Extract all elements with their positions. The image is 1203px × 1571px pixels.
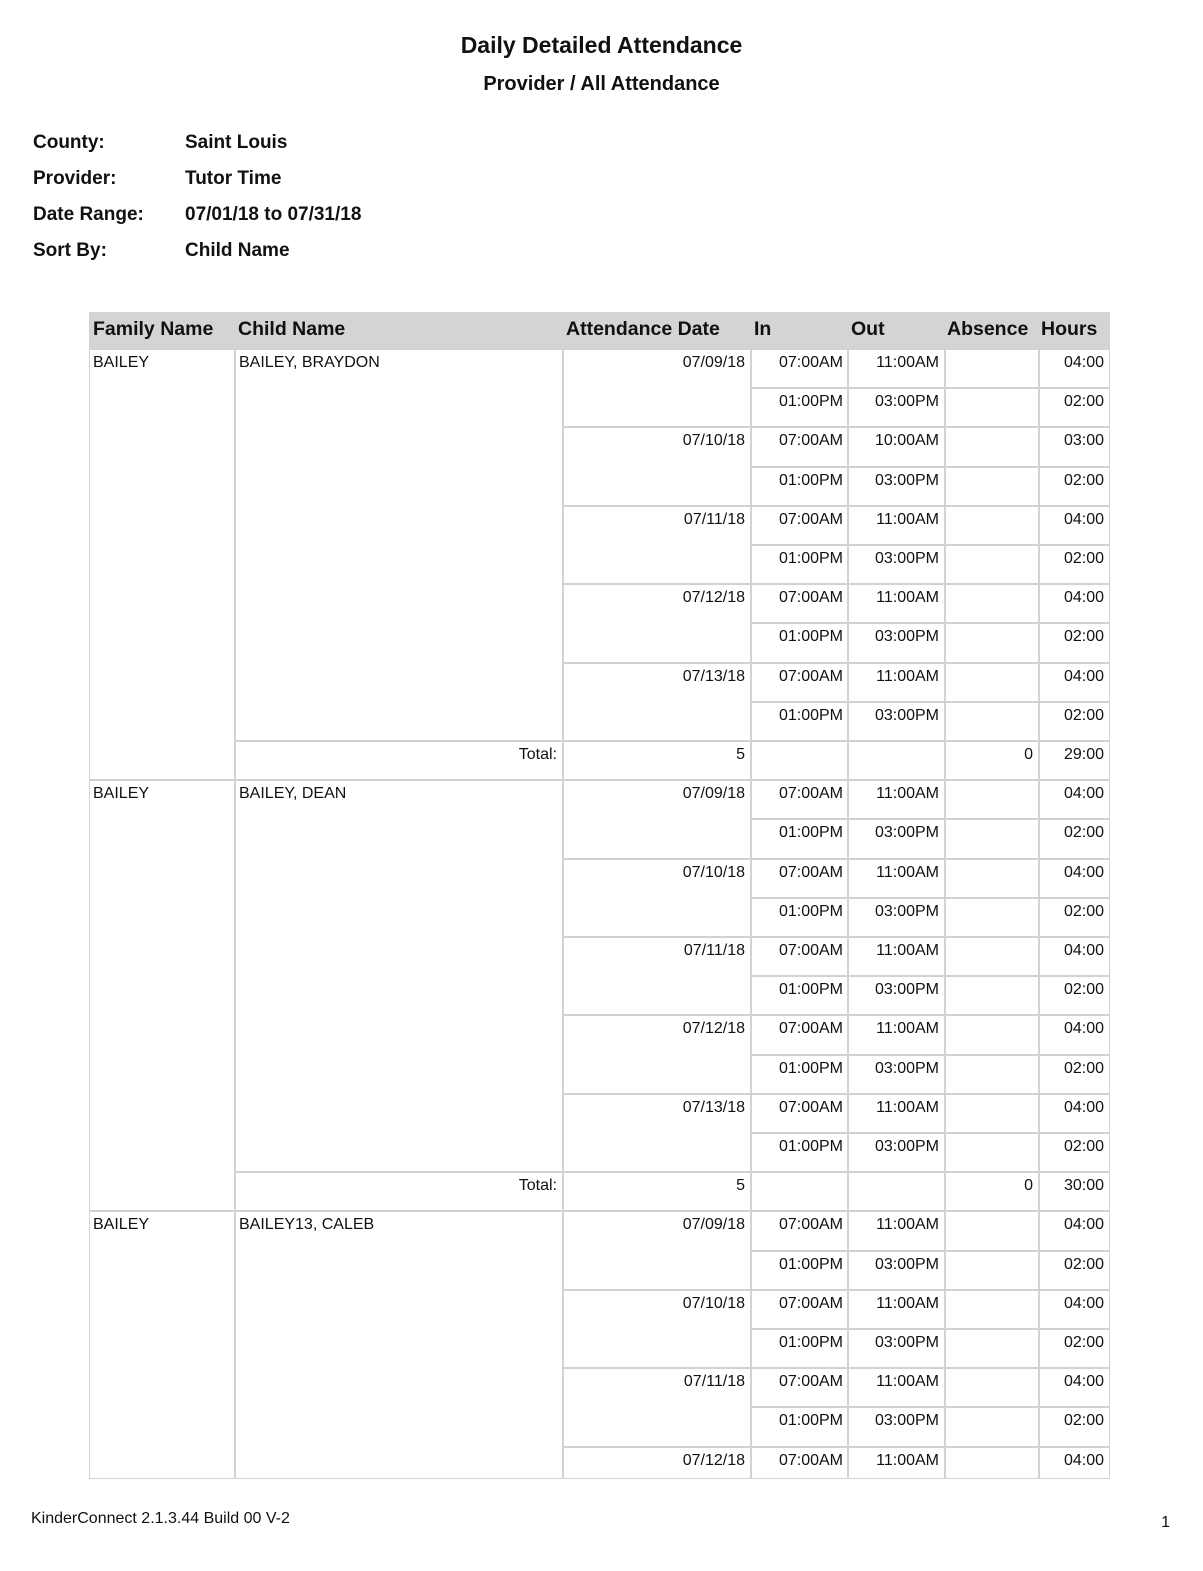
hours-value: 02:00 [1063,393,1104,411]
absence-cell [945,1094,1039,1133]
out-time: 03:00PM [874,393,939,411]
total-label: Total: [518,746,557,763]
out-time: 03:00PM [874,824,939,842]
attendance-date: 07/09/18 [682,1216,745,1234]
in-time: 01:00PM [778,1412,843,1430]
total-in-cell [751,1172,848,1211]
attendance-table [89,312,1110,1479]
in-time: 01:00PM [778,628,843,646]
hours-value: 04:00 [1063,1020,1104,1038]
in-time: 07:00AM [778,1216,843,1234]
hours-value: 04:00 [1063,1216,1104,1234]
hours-value: 04:00 [1063,942,1104,959]
hours-value: 04:00 [1063,589,1104,607]
in-time: 01:00PM [778,981,843,999]
child-name-cell [235,780,563,1172]
hours-value: 02:00 [1063,824,1104,842]
in-time: 07:00AM [778,942,843,959]
absence-cell [945,780,1039,819]
out-time: 11:00AM [876,863,939,881]
hours-value: 02:00 [1063,550,1104,567]
header-absence: Absence [947,318,1029,340]
attendance-date: 07/11/18 [683,510,745,528]
header-family-name: Family Name [93,318,214,340]
in-time: 07:00AM [778,1020,843,1038]
absence-cell [945,937,1039,976]
in-time: 01:00PM [778,1059,843,1077]
child-name: BAILEY13, CALEB [239,1216,375,1234]
out-time: 03:00PM [874,1334,939,1351]
out-time: 03:00PM [874,1138,939,1155]
hours-value: 02:00 [1063,1059,1104,1077]
attendance-date: 07/11/18 [683,1373,745,1391]
attendance-date: 07/13/18 [682,667,745,685]
total-out-cell [848,741,945,780]
in-time: 01:00PM [778,1334,843,1351]
hours-value: 04:00 [1063,667,1104,685]
total-absence: 0 [1024,1177,1033,1195]
absence-cell [945,1015,1039,1054]
total-absence: 0 [1024,746,1033,763]
meta-value: 07/01/18 to 07/31/18 [185,204,362,225]
child-name-cell [235,1211,563,1479]
out-time: 10:00AM [874,432,939,450]
attendance-date: 07/10/18 [682,863,745,881]
absence-cell [945,1055,1039,1094]
in-time: 01:00PM [778,550,843,567]
total-hours: 29:00 [1063,746,1104,763]
report-title: Daily Detailed Attendance [460,32,743,58]
out-time: 11:00AM [876,785,939,803]
attendance-date: 07/12/18 [682,1451,745,1469]
absence-cell [945,819,1039,858]
out-time: 11:00AM [876,1098,939,1116]
header-out: Out [851,318,885,340]
family-name: BAILEY [93,354,150,371]
total-in-cell [751,741,848,780]
absence-cell [945,388,1039,427]
child-name: BAILEY, BRAYDON [239,354,380,371]
total-out-cell [848,1172,945,1211]
hours-value: 04:00 [1063,1294,1104,1312]
out-time: 11:00AM [876,1294,939,1312]
absence-cell [945,427,1039,466]
in-time: 01:00PM [778,1138,843,1155]
out-time: 11:00AM [876,589,939,607]
meta-value: Saint Louis [185,132,288,153]
out-time: 11:00AM [876,1373,939,1391]
in-time: 01:00PM [778,1255,843,1273]
absence-cell [945,584,1039,623]
out-time: 03:00PM [874,471,939,489]
attendance-date: 07/10/18 [682,1294,745,1312]
absence-cell [945,976,1039,1015]
hours-value: 04:00 [1063,510,1104,528]
attendance-date: 07/12/18 [682,1020,745,1038]
meta-value: Child Name [185,240,290,261]
hours-value: 04:00 [1063,1451,1104,1469]
hours-value: 02:00 [1063,706,1104,724]
hours-value: 02:00 [1063,628,1104,646]
attendance-date: 07/09/18 [682,354,745,371]
attendance-date: 07/13/18 [682,1098,745,1116]
meta-label: County: [33,132,105,153]
absence-cell [945,1290,1039,1329]
absence-cell [945,859,1039,898]
in-time: 01:00PM [778,471,843,489]
family-name-cell [89,780,235,1211]
in-time: 01:00PM [778,706,843,724]
footer-version: KinderConnect 2.1.3.44 Build 00 V-2 [31,1510,290,1527]
hours-value: 02:00 [1063,1138,1104,1155]
page-number: 1 [1161,1514,1170,1531]
in-time: 01:00PM [778,393,843,411]
out-time: 11:00AM [876,510,939,528]
header-hours: Hours [1041,318,1098,340]
out-time: 11:00AM [876,1451,939,1469]
in-time: 07:00AM [778,1098,843,1116]
in-time: 01:00PM [778,902,843,920]
hours-value: 04:00 [1063,863,1104,881]
absence-cell [945,506,1039,545]
absence-cell [945,702,1039,741]
in-time: 07:00AM [778,1373,843,1391]
absence-cell [945,663,1039,702]
attendance-date: 07/10/18 [682,432,745,450]
absence-cell [945,1133,1039,1172]
meta-label: Date Range: [33,204,144,225]
total-label: Total: [518,1177,557,1195]
in-time: 07:00AM [778,785,843,803]
family-name: BAILEY [93,1216,150,1234]
hours-value: 02:00 [1063,1255,1104,1273]
absence-cell [945,349,1039,388]
total-days: 5 [736,1177,745,1195]
hours-value: 03:00 [1063,432,1104,450]
total-hours: 30:00 [1063,1177,1104,1195]
out-time: 11:00AM [876,1020,939,1038]
meta-label: Provider: [33,168,117,189]
report-subtitle: Provider / All Attendance [483,73,720,95]
out-time: 03:00PM [874,902,939,920]
out-time: 03:00PM [874,1059,939,1077]
hours-value: 02:00 [1063,902,1104,920]
out-time: 11:00AM [876,942,939,959]
hours-value: 02:00 [1063,981,1104,999]
in-time: 07:00AM [778,432,843,450]
in-time: 07:00AM [778,1294,843,1312]
child-name-cell [235,349,563,741]
attendance-date: 07/09/18 [682,785,745,803]
absence-cell [945,1407,1039,1446]
in-time: 07:00AM [778,1451,843,1469]
absence-cell [945,1329,1039,1368]
in-time: 07:00AM [778,667,843,685]
header-in: In [754,318,772,340]
table-header [89,312,1110,349]
absence-cell [945,1447,1039,1479]
absence-cell [945,1251,1039,1290]
attendance-date: 07/11/18 [683,942,745,959]
hours-value: 02:00 [1063,471,1104,489]
in-time: 07:00AM [778,589,843,607]
absence-cell [945,623,1039,662]
hours-value: 04:00 [1063,785,1104,803]
header-attendance-date: Attendance Date [566,318,720,340]
absence-cell [945,467,1039,506]
absence-cell [945,545,1039,584]
hours-value: 04:00 [1063,354,1104,371]
out-time: 03:00PM [874,706,939,724]
family-name: BAILEY [93,785,150,803]
attendance-date: 07/12/18 [682,589,745,607]
out-time: 11:00AM [876,354,939,371]
hours-value: 02:00 [1063,1412,1104,1430]
total-days: 5 [736,746,745,763]
family-name-cell [89,1211,235,1479]
family-name-cell [89,349,235,780]
in-time: 07:00AM [778,354,843,371]
out-time: 03:00PM [874,1255,939,1273]
out-time: 11:00AM [876,667,939,685]
header-child-name: Child Name [238,318,346,340]
in-time: 07:00AM [778,510,843,528]
absence-cell [945,1368,1039,1407]
meta-label: Sort By: [33,240,107,261]
child-name: BAILEY, DEAN [239,785,347,803]
hours-value: 04:00 [1063,1098,1104,1116]
out-time: 03:00PM [874,628,939,646]
meta-value: Tutor Time [185,168,282,189]
in-time: 01:00PM [778,824,843,842]
absence-cell [945,898,1039,937]
out-time: 03:00PM [874,981,939,999]
absence-cell [945,1211,1039,1250]
out-time: 03:00PM [874,1412,939,1430]
hours-value: 02:00 [1063,1334,1104,1351]
in-time: 07:00AM [778,863,843,881]
hours-value: 04:00 [1063,1373,1104,1391]
out-time: 11:00AM [876,1216,939,1234]
out-time: 03:00PM [874,550,939,567]
